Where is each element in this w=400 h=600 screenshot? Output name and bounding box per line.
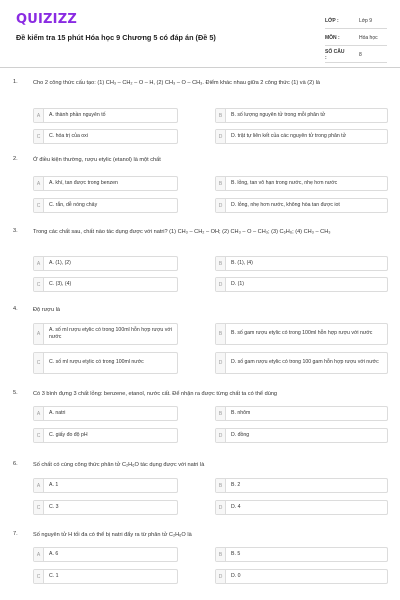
- option-letter: C: [34, 278, 44, 291]
- meta-row-count: [325, 48, 387, 63]
- option-text: A. số ml rượu etylic có trong 100ml hỗn hợp rượu với nước: [49, 326, 172, 340]
- option-letter: D: [216, 278, 226, 291]
- option-d[interactable]: [215, 277, 388, 292]
- option-text: C. (3), (4): [49, 280, 72, 287]
- option-a[interactable]: [33, 323, 178, 345]
- question-text: Độ rượu là: [33, 307, 60, 313]
- quizizz-logo: QUIZIZZ: [16, 12, 77, 27]
- option-a[interactable]: [33, 478, 178, 493]
- option-letter: C: [34, 199, 44, 212]
- option-letter: B: [216, 257, 226, 270]
- option-letter: A: [34, 177, 44, 190]
- question-number: 2.: [13, 156, 18, 162]
- option-text: D. (1): [231, 280, 244, 287]
- option-text: D. 4: [231, 503, 241, 510]
- option-text: B. số lượng nguyên tử trong mỗi phân tử: [231, 111, 326, 118]
- question-text: Trong các chất sau, chất nào tác dụng được với natri? (1) CH₃ – CH₂ – OH; (2) CH₃ – O – CH₃; (3) C₆H₆; (4) CH₃ – CH₃: [33, 229, 331, 235]
- question-text: Cho 2 công thức cấu tạo: (1) CH₃ – CH₂ – O – H, (2) CH₃ – O – CH₃. Điểm khác nhau giữa 2 công thức (1) và (2) là: [33, 80, 320, 86]
- option-letter: D: [216, 130, 226, 143]
- option-text: D. lỏng, nhẹ hơn nước, không hòa tan được iot: [231, 201, 340, 208]
- option-text: D. trật tự liên kết của các nguyên tử trong phân tử: [231, 132, 347, 139]
- question-number: 3.: [13, 228, 18, 234]
- option-text: B. số gam rượu etylic có trong 100ml hỗn hợp rượu với nước: [231, 330, 373, 337]
- option-b[interactable]: [215, 478, 388, 493]
- question-number: 4.: [13, 306, 18, 312]
- option-letter: A: [34, 548, 44, 561]
- option-text: B. 5: [231, 550, 241, 557]
- option-text: A. 1: [49, 481, 59, 488]
- option-text: C. rắn, dễ nóng chảy: [49, 201, 98, 208]
- option-a[interactable]: [33, 256, 178, 271]
- question-number: 5.: [13, 390, 18, 396]
- option-text: C. 1: [49, 572, 59, 579]
- option-text: D. số gam rượu etylic có trong 100 gam hỗn hợp rượu với nước: [231, 359, 379, 366]
- meta-key: LỚP :: [325, 17, 339, 24]
- option-text: B. lỏng, tan vô hạn trong nước, nhẹ hơn nước: [231, 179, 338, 186]
- meta-panel: [325, 14, 387, 65]
- page-title: Đề kiểm tra 15 phút Hóa học 9 Chương 5 có đáp án (Đề 5): [16, 33, 216, 42]
- option-letter: A: [34, 479, 44, 492]
- option-text: B. nhôm: [231, 409, 251, 416]
- option-letter: D: [216, 501, 226, 514]
- option-b[interactable]: [215, 406, 388, 421]
- option-letter: D: [216, 353, 226, 373]
- question-text: Số nguyên tử H tối đa có thể bị natri đẩy ra từ phân tử C₂H₆O là: [33, 532, 192, 538]
- option-letter: B: [216, 324, 226, 344]
- option-c[interactable]: [33, 352, 178, 374]
- option-letter: D: [216, 199, 226, 212]
- option-text: A. thành phần nguyên tố: [49, 111, 106, 118]
- meta-value: Hóa học: [359, 34, 378, 41]
- meta-value: Lớp 9: [359, 17, 373, 24]
- option-a[interactable]: [33, 547, 178, 562]
- option-c[interactable]: [33, 569, 178, 584]
- option-c[interactable]: [33, 428, 178, 443]
- meta-key: MÔN :: [325, 34, 340, 41]
- option-d[interactable]: [215, 428, 388, 443]
- option-a[interactable]: [33, 108, 178, 123]
- meta-key: SỐ CÂU :: [325, 48, 345, 61]
- option-b[interactable]: [215, 256, 388, 271]
- option-d[interactable]: [215, 569, 388, 584]
- option-letter: C: [34, 501, 44, 514]
- option-letter: A: [34, 407, 44, 420]
- option-d[interactable]: [215, 500, 388, 515]
- question-text: Có 3 bình đựng 3 chất lỏng: benzene, etanol, nước cất. Để nhận ra được từng chất ta có thể dùng: [33, 391, 278, 397]
- meta-row-subject: [325, 31, 387, 46]
- option-c[interactable]: [33, 277, 178, 292]
- question-number: 1.: [13, 79, 18, 85]
- option-letter: B: [216, 407, 226, 420]
- meta-value: 8: [359, 51, 362, 58]
- option-d[interactable]: [215, 198, 388, 213]
- option-text: D. 0: [231, 572, 241, 579]
- option-letter: B: [216, 548, 226, 561]
- option-text: C. giấy đo độ pH: [49, 431, 88, 438]
- option-letter: B: [216, 177, 226, 190]
- option-text: C. 3: [49, 503, 59, 510]
- option-letter: C: [34, 130, 44, 143]
- option-d[interactable]: [215, 352, 388, 374]
- option-text: B. 2: [231, 481, 241, 488]
- question-number: 7.: [13, 531, 18, 537]
- meta-row-class: [325, 14, 387, 29]
- option-text: C. hóa trị của oxi: [49, 132, 88, 139]
- question-text: Ở điều kiện thường, rượu etylic (etanol) là một chất: [33, 157, 161, 163]
- option-a[interactable]: [33, 406, 178, 421]
- option-letter: C: [34, 353, 44, 373]
- option-letter: B: [216, 479, 226, 492]
- option-letter: A: [34, 109, 44, 122]
- option-text: B. (1), (4): [231, 259, 253, 266]
- option-letter: D: [216, 429, 226, 442]
- option-letter: A: [34, 324, 44, 344]
- option-a[interactable]: [33, 176, 178, 191]
- option-b[interactable]: [215, 323, 388, 345]
- option-b[interactable]: [215, 176, 388, 191]
- worksheet-header: [0, 0, 400, 70]
- option-text: C. số ml rượu etylic có trong 100ml nước: [49, 359, 144, 366]
- option-letter: B: [216, 109, 226, 122]
- question-number: 6.: [13, 461, 18, 467]
- option-letter: C: [34, 429, 44, 442]
- option-c[interactable]: [33, 198, 178, 213]
- option-letter: C: [34, 570, 44, 583]
- option-letter: A: [34, 257, 44, 270]
- option-b[interactable]: [215, 108, 388, 123]
- option-text: A. natri: [49, 409, 66, 416]
- option-b[interactable]: [215, 547, 388, 562]
- option-text: A. (1), (2): [49, 259, 71, 266]
- option-text: A. 6: [49, 550, 59, 557]
- option-text: D. đồng: [231, 431, 250, 438]
- header-divider: [0, 67, 400, 68]
- option-text: A. khí, tan được trong benzen: [49, 179, 118, 186]
- question-text: Số chất có cùng công thức phân tử C₂H₆O tác dụng được với natri là: [33, 462, 205, 468]
- option-letter: D: [216, 570, 226, 583]
- option-d[interactable]: [215, 129, 388, 144]
- option-c[interactable]: [33, 129, 178, 144]
- option-c[interactable]: [33, 500, 178, 515]
